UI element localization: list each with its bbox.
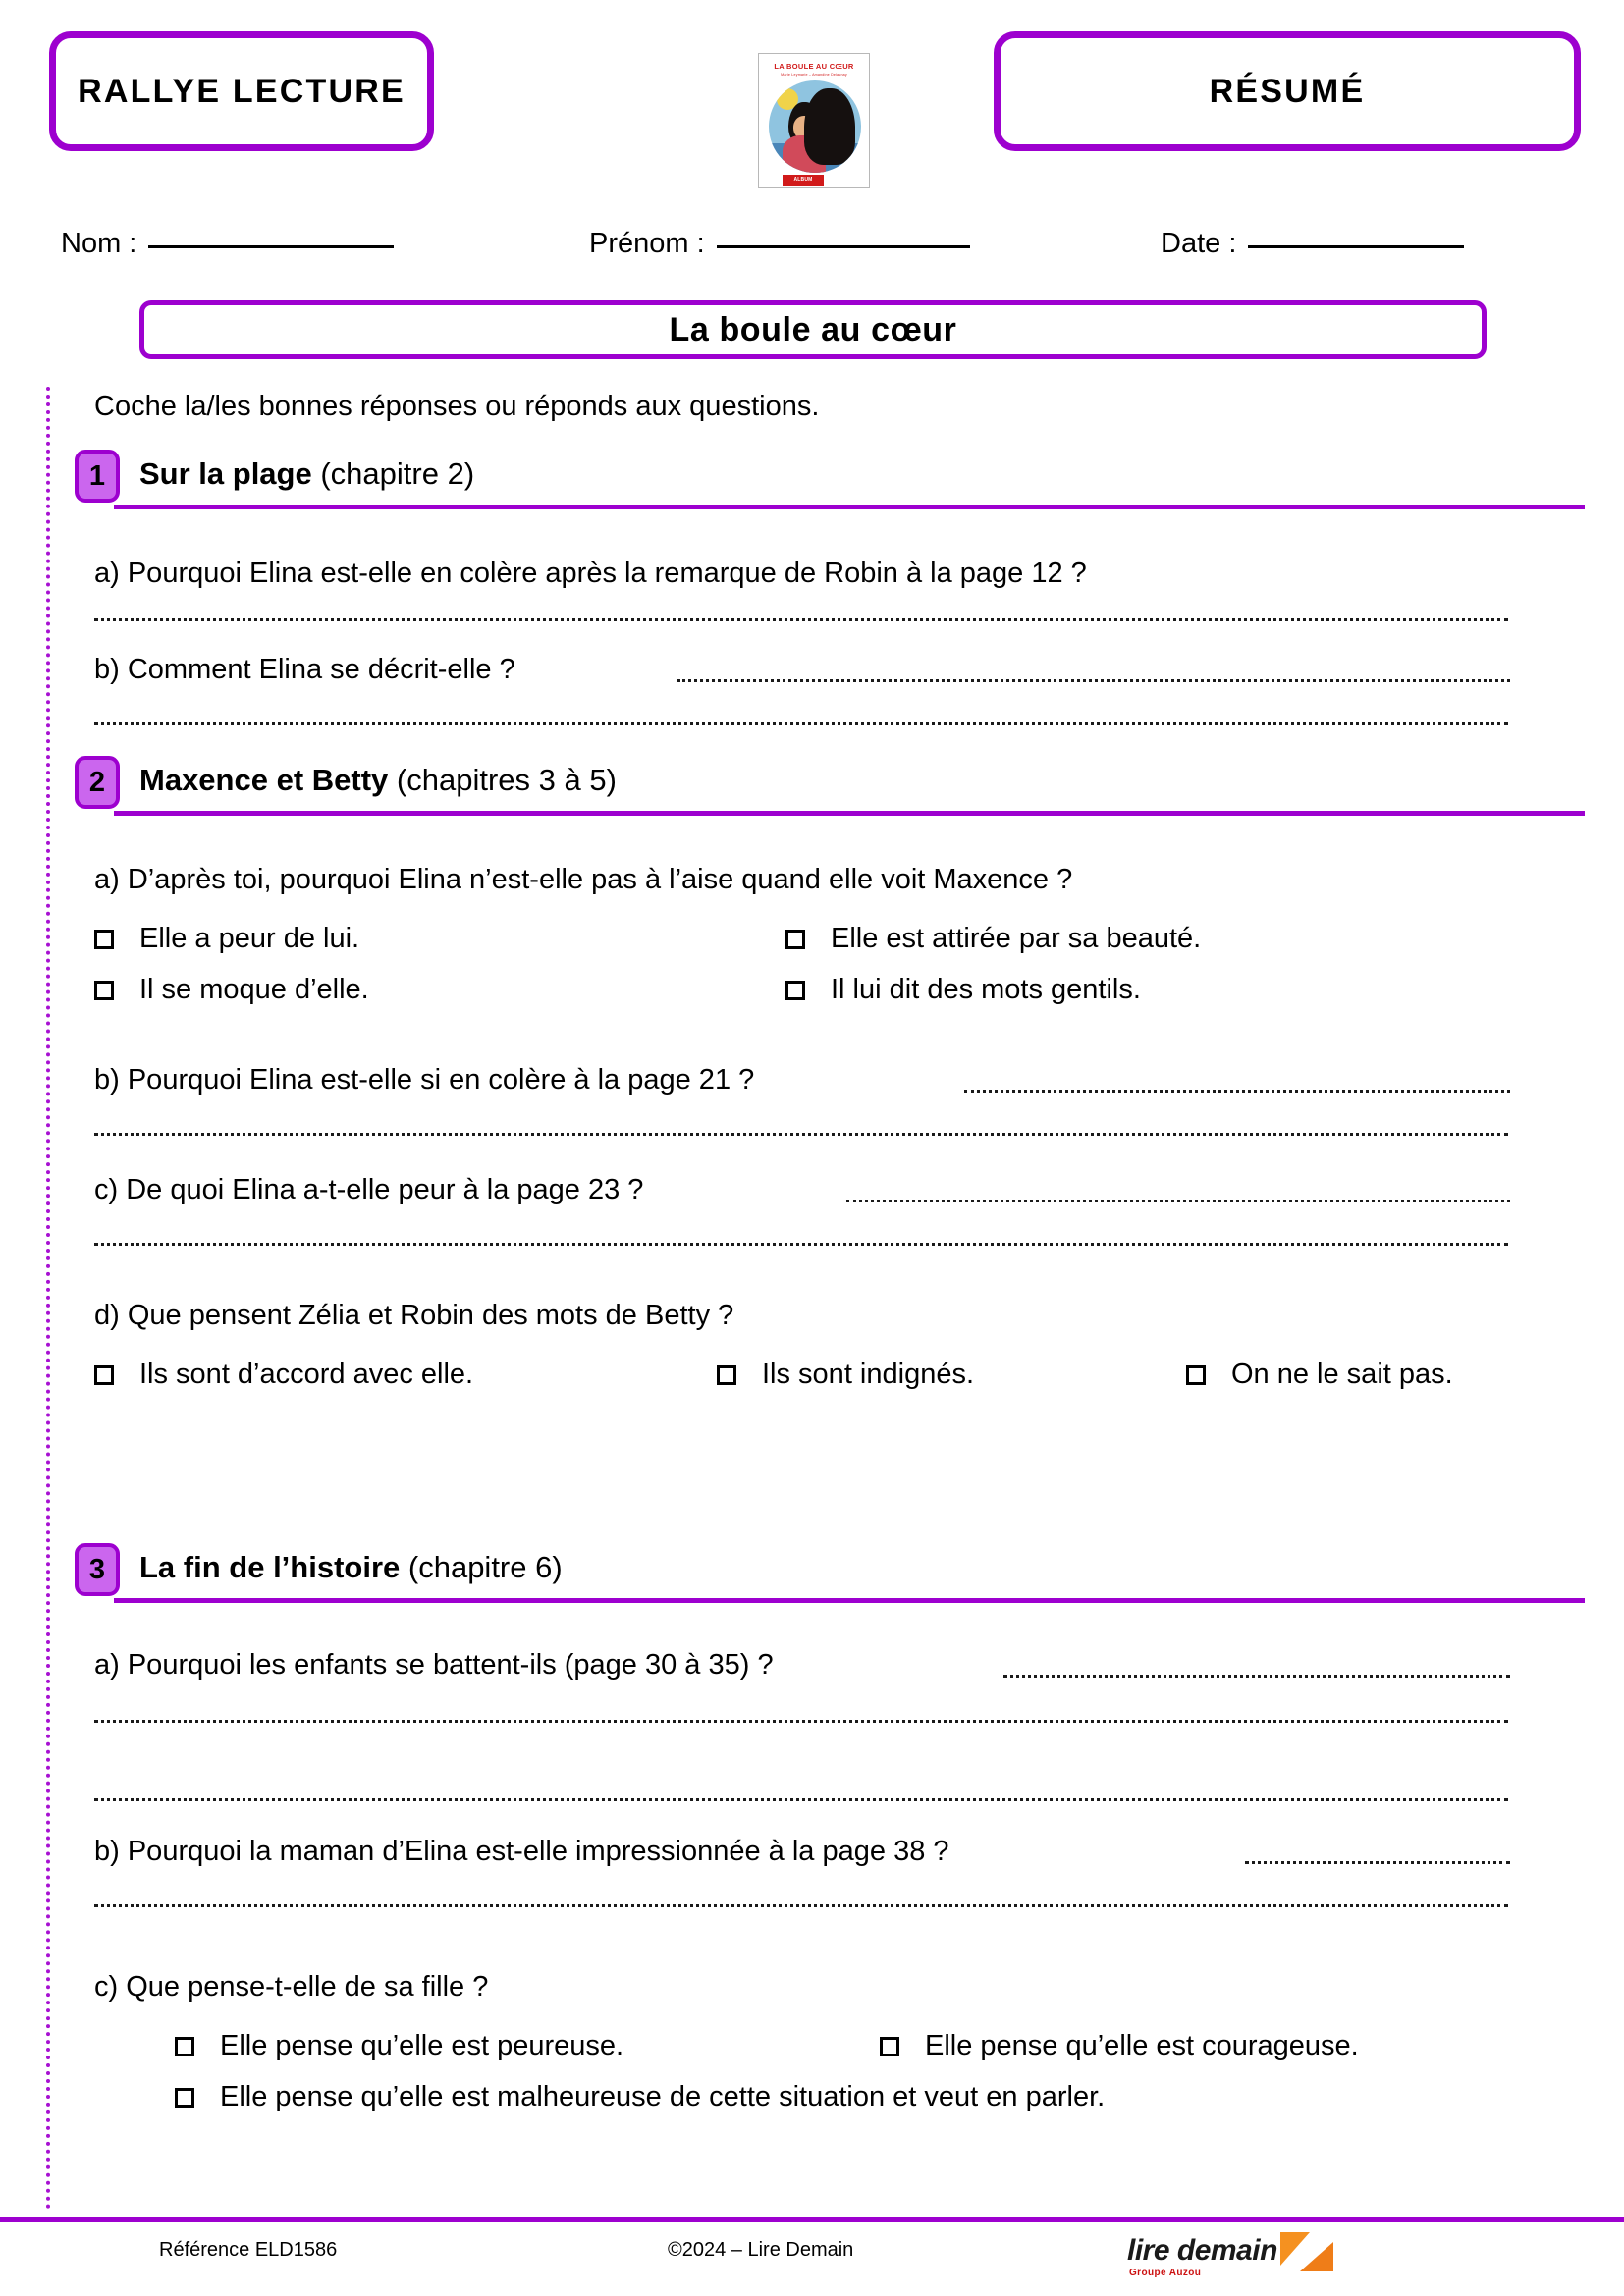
s3-answer-line-b2[interactable]: [94, 1904, 1508, 1907]
s2-question-d: d) Que pensent Zélia et Robin des mots de Betty ?: [94, 1300, 734, 1331]
s2-option-d-1[interactable]: [94, 1359, 473, 1391]
s2-option-a-1[interactable]: [94, 923, 359, 955]
section-1-rule: [114, 505, 1585, 509]
instruction-text: Coche la/les bonnes réponses ou réponds aux questions.: [94, 391, 820, 422]
checkbox-icon[interactable]: [880, 2037, 899, 2056]
nom-input[interactable]: [148, 244, 394, 248]
lire-demain-logo: [1127, 2230, 1339, 2287]
checkbox-icon[interactable]: [94, 1365, 114, 1385]
s3-option-c-3[interactable]: [175, 2081, 1105, 2113]
s2-answer-line-b1[interactable]: [964, 1090, 1510, 1093]
section-3-header: [75, 1543, 1510, 1604]
left-dotted-rail: [46, 387, 50, 2211]
date-input[interactable]: [1248, 244, 1464, 248]
s3-answer-line-a3[interactable]: [94, 1798, 1508, 1801]
nom-field-group: [61, 228, 394, 260]
footer-reference: Référence ELD1586: [159, 2239, 338, 2261]
section-3-title-group: [139, 1550, 563, 1585]
s3-option-c-1-label: Elle pense qu’elle est peureuse.: [220, 2030, 624, 2061]
section-2-number: 2: [75, 756, 120, 809]
nom-label: Nom :: [61, 228, 137, 259]
footer-rule: [0, 2217, 1624, 2222]
section-1-chapter: (chapitre 2): [320, 456, 475, 491]
checkbox-icon[interactable]: [94, 930, 114, 949]
s2-option-d-3-label: On ne le sait pas.: [1231, 1359, 1453, 1390]
s1-answer-line-b1[interactable]: [677, 679, 1510, 682]
s2-option-a-2-label: Elle est attirée par sa beauté.: [831, 923, 1202, 954]
section-2-rule: [114, 811, 1585, 816]
section-3-chapter: (chapitre 6): [407, 1550, 563, 1584]
section-3-rule: [114, 1598, 1585, 1603]
checkbox-icon[interactable]: [785, 981, 805, 1000]
s2-option-d-2[interactable]: [717, 1359, 974, 1391]
s3-answer-line-a1[interactable]: [1003, 1675, 1510, 1678]
section-1-header: [75, 450, 1510, 510]
s2-answer-line-c1[interactable]: [846, 1200, 1510, 1202]
book-cover-illustration: [769, 80, 861, 173]
s3-answer-line-a2[interactable]: [94, 1720, 1508, 1723]
checkbox-icon[interactable]: [1186, 1365, 1206, 1385]
resume-label: RÉSUMÉ: [1209, 72, 1366, 110]
prenom-field-group: [589, 228, 970, 260]
s2-option-a-4[interactable]: [785, 974, 1141, 1006]
s1-question-a: a) Pourquoi Elina est-elle en colère après la remarque de Robin à la page 12 ?: [94, 558, 1087, 589]
worksheet-title: La boule au cœur: [669, 310, 957, 348]
rallye-lecture-box: [49, 31, 434, 151]
identity-row: [0, 220, 1624, 275]
checkbox-icon[interactable]: [175, 2037, 194, 2056]
resume-box: [994, 31, 1581, 151]
s3-answer-line-b1[interactable]: [1245, 1861, 1510, 1864]
book-cover-image: [758, 53, 870, 188]
checkbox-icon[interactable]: [94, 981, 114, 1000]
publisher-logo: ALBUM: [783, 175, 824, 186]
checkbox-icon[interactable]: [175, 2088, 194, 2108]
s3-question-c: c) Que pense-t-elle de sa fille ?: [94, 1971, 489, 2002]
section-2-title: Maxence et Betty: [139, 763, 389, 797]
book-cover-title: LA BOULE AU CŒUR: [774, 62, 854, 71]
section-1-number: 1: [75, 450, 120, 503]
s3-option-c-3-label: Elle pense qu’elle est malheureuse de cette situation et veut en parler.: [220, 2081, 1106, 2112]
s2-answer-line-b2[interactable]: [94, 1133, 1508, 1136]
open-book-icon: [1274, 2232, 1335, 2275]
s3-option-c-1[interactable]: [175, 2030, 623, 2062]
checkbox-icon[interactable]: [717, 1365, 736, 1385]
section-1-title: Sur la plage: [139, 456, 312, 491]
s2-option-a-2[interactable]: [785, 923, 1201, 955]
s2-option-a-1-label: Elle a peur de lui.: [139, 923, 360, 954]
s2-option-a-3[interactable]: [94, 974, 369, 1006]
s2-question-a: a) D’après toi, pourquoi Elina n’est-elle pas à l’aise quand elle voit Maxence ?: [94, 864, 1073, 895]
date-label: Date :: [1161, 228, 1237, 259]
page-header: [0, 31, 1624, 183]
checkbox-icon[interactable]: [785, 930, 805, 949]
worksheet-title-box: [139, 300, 1487, 359]
book-cover-footer: [759, 174, 869, 187]
s2-option-a-3-label: Il se moque d’elle.: [139, 974, 369, 1005]
s1-answer-line-b2[interactable]: [94, 722, 1508, 725]
hair-shape-front: [804, 88, 855, 165]
s1-question-b: b) Comment Elina se décrit-elle ?: [94, 654, 515, 685]
s2-answer-line-c2[interactable]: [94, 1243, 1508, 1246]
section-1-title-group: [139, 456, 474, 492]
section-3-number: 3: [75, 1543, 120, 1596]
prenom-label: Prénom :: [589, 228, 705, 259]
section-2-title-group: [139, 763, 617, 798]
prenom-input[interactable]: [717, 244, 970, 248]
s2-option-d-3[interactable]: [1186, 1359, 1453, 1391]
section-3-title: La fin de l’histoire: [139, 1550, 401, 1584]
rallye-lecture-label: RALLYE LECTURE: [78, 72, 406, 110]
s3-option-c-2[interactable]: [880, 2030, 1359, 2062]
s3-question-a: a) Pourquoi les enfants se battent-ils (page 30 à 35) ?: [94, 1649, 774, 1681]
s2-option-d-1-label: Ils sont d’accord avec elle.: [139, 1359, 474, 1390]
section-2-header: [75, 756, 1510, 817]
s1-answer-line-a1[interactable]: [94, 618, 1508, 621]
s3-question-b: b) Pourquoi la maman d’Elina est-elle impressionnée à la page 38 ?: [94, 1836, 949, 1867]
lire-demain-wordmark: lire demain: [1127, 2234, 1277, 2267]
s2-option-a-4-label: Il lui dit des mots gentils.: [831, 974, 1141, 1005]
groupe-auzou-label: Groupe Auzou: [1129, 2268, 1202, 2278]
section-2-chapter: (chapitres 3 à 5): [396, 763, 617, 797]
book-cover-subtitle: Marie Leymarie – Amandine Delaunay: [781, 73, 847, 77]
s2-question-c: c) De quoi Elina a-t-elle peur à la page 23 ?: [94, 1174, 644, 1205]
s2-question-b: b) Pourquoi Elina est-elle si en colère à la page 21 ?: [94, 1064, 755, 1095]
s3-option-c-2-label: Elle pense qu’elle est courageuse.: [925, 2030, 1359, 2061]
s2-option-d-2-label: Ils sont indignés.: [762, 1359, 975, 1390]
date-field-group: [1161, 228, 1464, 260]
footer-copyright: ©2024 – Lire Demain: [668, 2239, 854, 2261]
